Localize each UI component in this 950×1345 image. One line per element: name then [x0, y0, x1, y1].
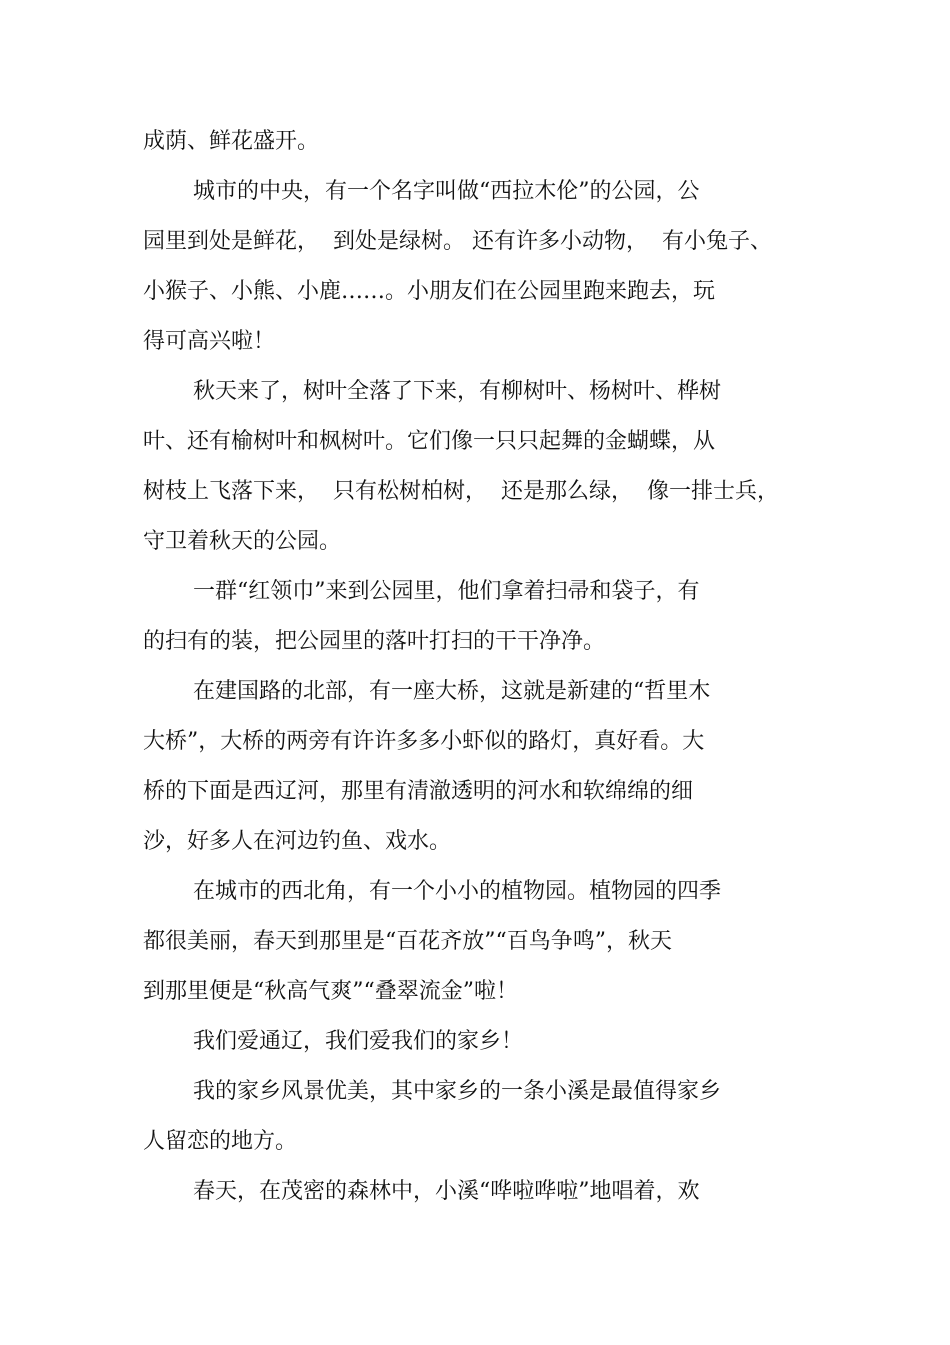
text-line: 小猴子、小熊、小鹿……。小朋友们在公园里跑来跑去，玩 [143, 279, 716, 304]
text-line: 人留恋的地方。 [143, 1129, 298, 1154]
text-line: 大桥”，大桥的两旁有许许多多小虾似的路灯，真好看。大 [143, 729, 705, 754]
text-line: 得可高兴啦！ [143, 329, 276, 354]
paragraph-first-line: 城市的中央，有一个名字叫做“西拉木伦”的公园，公 [193, 179, 700, 204]
text-line: 的扫有的装，把公园里的落叶打扫的干干净净。 [143, 629, 606, 654]
paragraph-first-line: 在城市的西北角，有一个小小的植物园。植物园的四季 [193, 879, 722, 904]
text-line: 桥的下面是西辽河，那里有清澈透明的河水和软绵绵的细 [143, 779, 694, 804]
text-line: 到那里便是“秋高气爽”“叠翠流金”啦！ [143, 979, 518, 1004]
text-line: 沙，好多人在河边钓鱼、戏水。 [143, 829, 452, 854]
text-line: 叶、还有榆树叶和枫树叶。它们像一只只起舞的金蝴蝶，从 [143, 429, 716, 454]
paragraph-first-line: 一群“红领巾”来到公园里，他们拿着扫帚和袋子，有 [193, 579, 700, 604]
paragraph-first-line: 春天，在茂密的森林中，小溪“哗啦哗啦”地唱着，欢 [193, 1179, 700, 1204]
text-line: 都很美丽，春天到那里是“百花齐放”“百鸟争鸣”，秋天 [143, 929, 672, 954]
paragraph-first-line: 我的家乡风景优美，其中家乡的一条小溪是最值得家乡 [193, 1079, 722, 1104]
paragraph-first-line: 我们爱通辽，我们爱我们的家乡！ [193, 1029, 524, 1054]
paragraph-first-line: 秋天来了，树叶全落了下来，有柳树叶、杨树叶、桦树 [193, 379, 722, 404]
text-line: 园里到处是鲜花， 到处是绿树。 还有许多小动物， 有小兔子、 [143, 229, 772, 254]
text-line: 树枝上飞落下来， 只有松树柏树， 还是那么绿， 像一排士兵， [143, 479, 779, 504]
paragraph-first-line: 在建国路的北部，有一座大桥，这就是新建的“哲里木 [193, 679, 711, 704]
text-line: 成荫、鲜花盛开。 [143, 129, 320, 154]
text-line: 守卫着秋天的公园。 [143, 529, 342, 554]
